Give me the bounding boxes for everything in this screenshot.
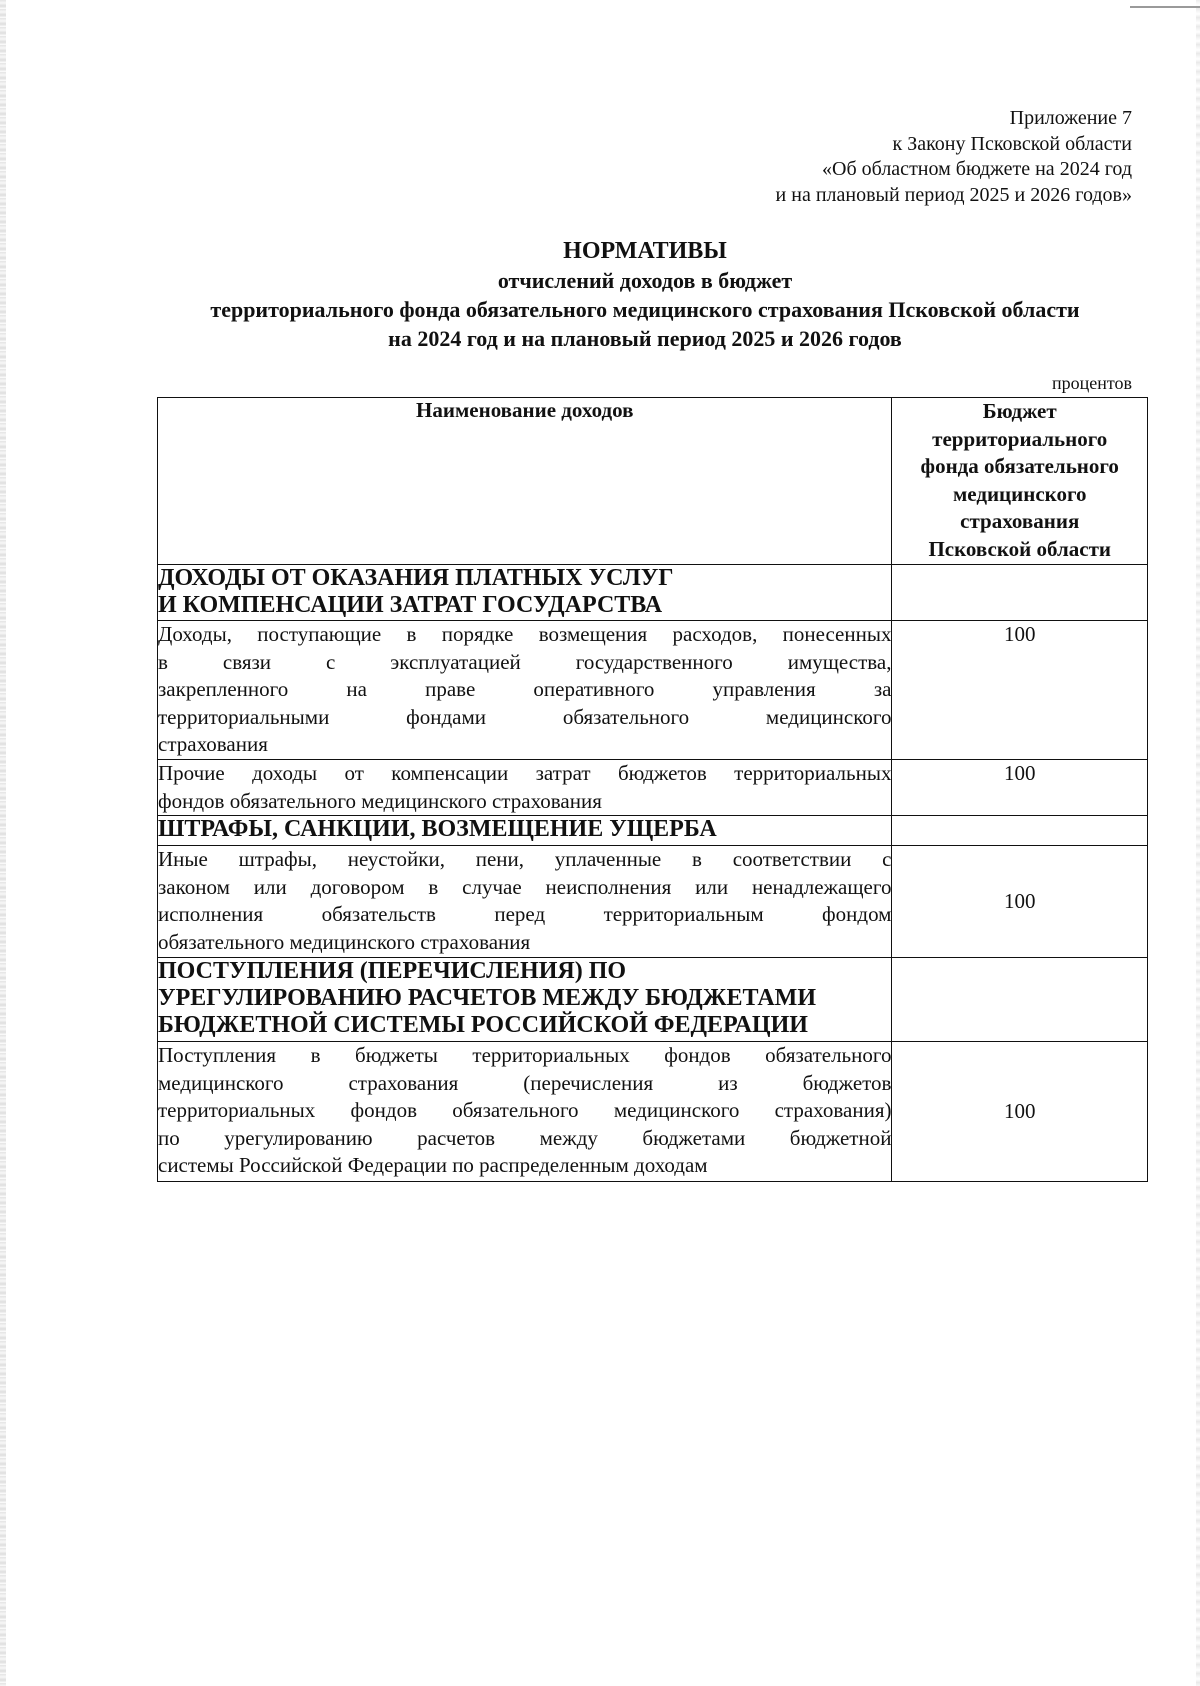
table-row xyxy=(158,621,1148,760)
header-budget xyxy=(892,398,1148,565)
appendix-reference xyxy=(776,106,1132,208)
norm-value: 100 xyxy=(892,846,1148,958)
income-line: фондов обязательного медицинского страхования xyxy=(158,788,602,813)
income-line: Поступления в бюджеты территориальных фондов обязательного xyxy=(158,1043,892,1067)
section-value xyxy=(892,565,1148,621)
header-budget-line: медицинского xyxy=(952,481,1087,506)
header-budget-line: территориального xyxy=(932,426,1108,451)
table-header-row xyxy=(158,398,1148,565)
scan-edge-left xyxy=(0,0,6,1686)
section-row xyxy=(158,958,1148,1042)
section-row xyxy=(158,565,1148,621)
income-name xyxy=(158,621,892,760)
title-line: на 2024 год и на плановый период 2025 и 2026 годов xyxy=(388,326,902,351)
income-line: Иные штрафы, неустойки, пени, уплаченные в соответствии с xyxy=(158,847,892,871)
income-line: системы Российской Федерации по распределенным доходам xyxy=(158,1153,708,1177)
title-line: территориального фонда обязательного медицинского страхования Псковской области xyxy=(210,297,1080,322)
scan-edge-right xyxy=(1196,0,1200,1686)
appendix-line: к Закону Псковской области xyxy=(892,132,1132,155)
section-title xyxy=(158,958,892,1042)
table-row xyxy=(158,760,1148,816)
income-line: закрепленного на праве оперативного управления за xyxy=(158,677,892,701)
table-row xyxy=(158,846,1148,958)
scan-corner-mark xyxy=(1130,6,1200,8)
section-line: УРЕГУЛИРОВАНИЮ РАСЧЕТОВ МЕЖДУ БЮДЖЕТАМИ xyxy=(158,985,816,1011)
norms-table xyxy=(157,397,1148,1182)
income-line: медицинского страхования (перечисления из бюджетов xyxy=(158,1070,892,1095)
income-line: Доходы, поступающие в порядке возмещения расходов, понесенных xyxy=(158,622,892,646)
income-name xyxy=(158,760,892,816)
norm-value: 100 xyxy=(892,621,1148,760)
section-value xyxy=(892,958,1148,1042)
income-name xyxy=(158,846,892,958)
header-budget-line: фонда обязательного xyxy=(920,454,1119,478)
header-budget-line: страхования xyxy=(960,509,1080,533)
section-title xyxy=(158,816,892,846)
section-title xyxy=(158,565,892,621)
section-line: И КОМПЕНСАЦИИ ЗАТРАТ ГОСУДАРСТВА xyxy=(158,592,663,618)
income-line: исполнения обязательств перед территориальным фондом xyxy=(158,902,892,926)
title-heading: НОРМАТИВЫ xyxy=(563,238,727,264)
appendix-line: «Об областном бюджете на 2024 год xyxy=(822,158,1132,180)
norm-value: 100 xyxy=(892,760,1148,816)
income-line: обязательного медицинского страхования xyxy=(158,929,531,954)
section-line: БЮДЖЕТНОЙ СИСТЕМЫ РОССИЙСКОЙ ФЕДЕРАЦИИ xyxy=(158,1012,808,1038)
income-line: в связи с эксплуатацией государственного имущества, xyxy=(158,649,892,674)
appendix-line: Приложение 7 xyxy=(1009,107,1132,129)
section-line: ПОСТУПЛЕНИЯ (ПЕРЕЧИСЛЕНИЯ) ПО xyxy=(158,958,627,984)
document-title xyxy=(160,236,1130,353)
income-line: территориальных фондов обязательного медицинского страхования) xyxy=(158,1098,892,1122)
appendix-line: и на плановый период 2025 и 2026 годов» xyxy=(775,183,1132,206)
income-name xyxy=(158,1042,892,1182)
table-row xyxy=(158,1042,1148,1182)
income-line: Прочие доходы от компенсации затрат бюджетов территориальных xyxy=(158,761,892,785)
income-line: по урегулированию расчетов между бюджетами бюджетной xyxy=(158,1125,892,1150)
income-line: законом или договором в случае неисполнения или ненадлежащего xyxy=(158,874,892,899)
section-line: ШТРАФЫ, САНКЦИИ, ВОЗМЕЩЕНИЕ УЩЕРБА xyxy=(158,816,717,842)
units-label: процентов xyxy=(1051,373,1132,393)
section-value xyxy=(892,816,1148,846)
section-row xyxy=(158,816,1148,846)
header-budget-line: Псковской области xyxy=(928,536,1111,561)
income-line: страхования xyxy=(158,732,268,756)
section-line: ДОХОДЫ ОТ ОКАЗАНИЯ ПЛАТНЫХ УСЛУГ xyxy=(158,565,674,591)
norm-value: 100 xyxy=(892,1042,1148,1182)
title-line: отчислений доходов в бюджет xyxy=(497,268,793,293)
header-budget-line: Бюджет xyxy=(982,399,1057,423)
header-income-name: Наименование доходов xyxy=(158,398,892,565)
income-line: территориальными фондами обязательного медицинского xyxy=(158,704,892,729)
